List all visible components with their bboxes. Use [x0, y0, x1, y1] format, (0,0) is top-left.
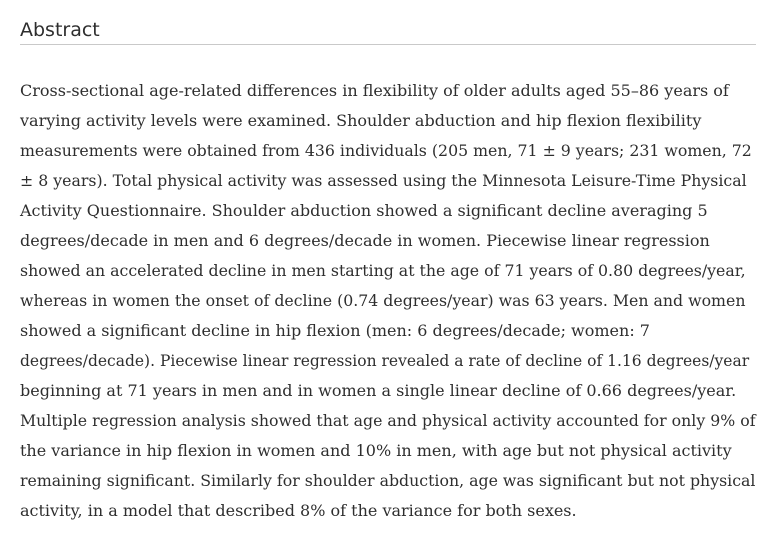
abstract-line: measurements were obtained from 436 individuals (205 men, 71 ± 9 years; 231 women, 72 [20, 141, 752, 160]
abstract-line: showed an accelerated decline in men starting at the age of 71 years of 0.80 degrees/year, [20, 261, 746, 280]
abstract-line: activity, in a model that described 8% of the variance for both sexes. [20, 501, 577, 520]
section-heading: Abstract [20, 0, 756, 45]
abstract-line: Multiple regression analysis showed that age and physical activity accounted for only 9% of [20, 411, 756, 430]
abstract-line: Cross-sectional age-related differences in flexibility of older adults aged 55–86 years of [20, 81, 729, 100]
abstract-line: showed a significant decline in hip flexion (men: 6 degrees/decade; women: 7 [20, 321, 650, 340]
abstract-line: Activity Questionnaire. Shoulder abduction showed a significant decline averaging 5 [20, 201, 708, 220]
abstract-line: degrees/decade). Piecewise linear regression revealed a rate of decline of 1.16 degrees/year [20, 352, 750, 370]
abstract-line: the variance in hip flexion in women and 10% in men, with age but not physical activity [20, 441, 732, 460]
abstract-line: degrees/decade in men and 6 degrees/decade in women. Piecewise linear regression [20, 231, 710, 250]
abstract-section [20, 0, 756, 526]
abstract-line: varying activity levels were examined. Shoulder abduction and hip flexion flexibility [20, 111, 702, 130]
abstract-line: beginning at 71 years in men and in women a single linear decline of 0.66 degrees/year. [20, 381, 737, 400]
abstract-text [20, 76, 756, 526]
abstract-line: whereas in women the onset of decline (0.74 degrees/year) was 63 years. Men and women [20, 291, 746, 310]
abstract-line: remaining significant. Similarly for shoulder abduction, age was significant but not physical [20, 471, 756, 490]
abstract-line: ± 8 years). Total physical activity was assessed using the Minnesota Leisure-Time Physical [20, 171, 747, 190]
